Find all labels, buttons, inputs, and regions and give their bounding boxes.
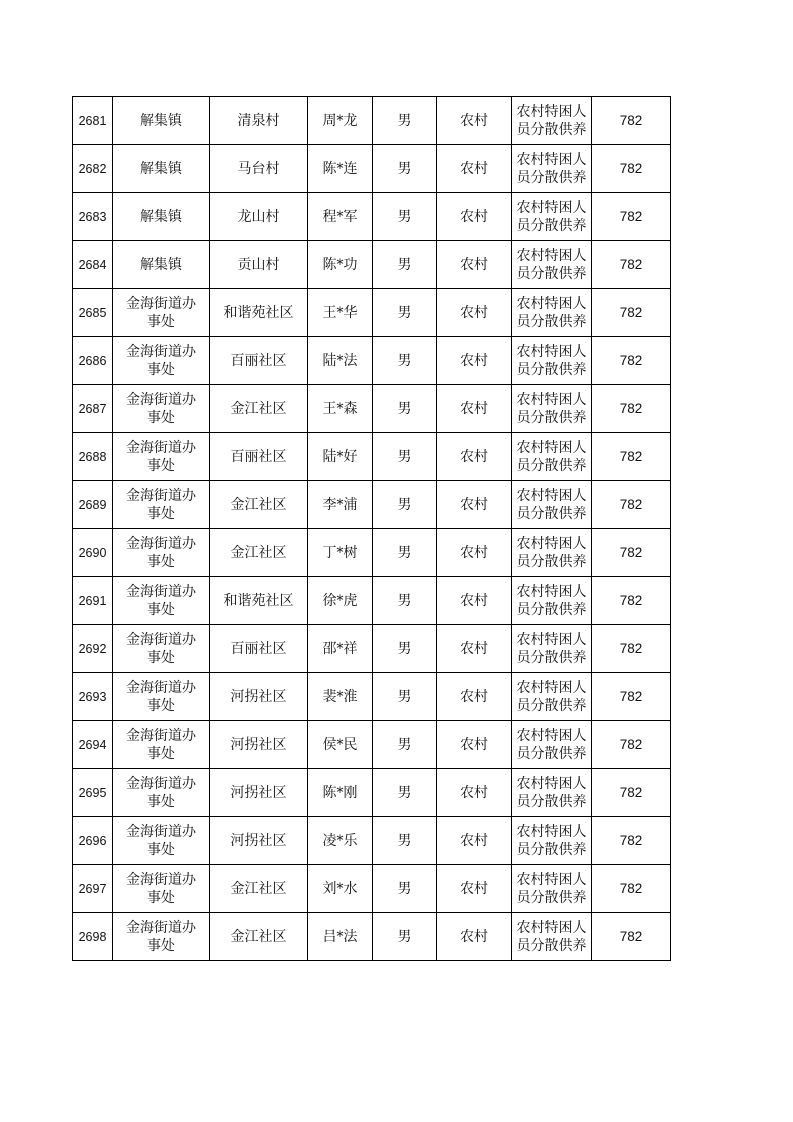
support-type-cell: 农村特困人员分散供养 (512, 625, 592, 673)
support-type-cell: 农村特困人员分散供养 (512, 97, 592, 145)
name-cell: 徐*虎 (308, 577, 373, 625)
town-cell: 金海街道办 事处 (113, 289, 210, 337)
beneficiary-table (72, 96, 671, 961)
area-cell: 农村 (437, 289, 512, 337)
row-number-cell: 2695 (73, 769, 113, 817)
table-row (73, 433, 671, 481)
name-cell: 李*浦 (308, 481, 373, 529)
gender-cell: 男 (373, 433, 437, 481)
town-cell: 解集镇 (113, 193, 210, 241)
village-cell: 金江社区 (210, 865, 308, 913)
row-number-cell: 2694 (73, 721, 113, 769)
village-cell: 金江社区 (210, 481, 308, 529)
town-cell: 金海街道办 事处 (113, 385, 210, 433)
gender-cell: 男 (373, 337, 437, 385)
area-cell: 农村 (437, 865, 512, 913)
village-cell: 百丽社区 (210, 433, 308, 481)
area-cell: 农村 (437, 385, 512, 433)
village-cell: 金江社区 (210, 529, 308, 577)
area-cell: 农村 (437, 481, 512, 529)
name-cell: 周*龙 (308, 97, 373, 145)
support-type-cell: 农村特困人员分散供养 (512, 529, 592, 577)
table-row (73, 529, 671, 577)
support-type-cell: 农村特困人员分散供养 (512, 289, 592, 337)
row-number-cell: 2698 (73, 913, 113, 961)
name-cell: 邵*祥 (308, 625, 373, 673)
amount-cell: 782 (592, 529, 671, 577)
name-cell: 程*军 (308, 193, 373, 241)
town-cell: 金海街道办 事处 (113, 433, 210, 481)
support-type-cell: 农村特困人员分散供养 (512, 721, 592, 769)
table-row (73, 481, 671, 529)
name-cell: 陈*功 (308, 241, 373, 289)
area-cell: 农村 (437, 145, 512, 193)
name-cell: 刘*水 (308, 865, 373, 913)
name-cell: 裴*淮 (308, 673, 373, 721)
amount-cell: 782 (592, 97, 671, 145)
table-row (73, 817, 671, 865)
table-row (73, 577, 671, 625)
support-type-cell: 农村特困人员分散供养 (512, 193, 592, 241)
support-type-cell: 农村特困人员分散供养 (512, 865, 592, 913)
amount-cell: 782 (592, 625, 671, 673)
name-cell: 凌*乐 (308, 817, 373, 865)
amount-cell: 782 (592, 673, 671, 721)
gender-cell: 男 (373, 145, 437, 193)
name-cell: 陆*好 (308, 433, 373, 481)
support-type-cell: 农村特困人员分散供养 (512, 241, 592, 289)
table-row (73, 97, 671, 145)
town-cell: 金海街道办 事处 (113, 721, 210, 769)
support-type-cell: 农村特困人员分散供养 (512, 145, 592, 193)
town-cell: 金海街道办 事处 (113, 625, 210, 673)
row-number-cell: 2685 (73, 289, 113, 337)
village-cell: 清泉村 (210, 97, 308, 145)
gender-cell: 男 (373, 193, 437, 241)
village-cell: 马台村 (210, 145, 308, 193)
table-row (73, 625, 671, 673)
town-cell: 金海街道办 事处 (113, 769, 210, 817)
area-cell: 农村 (437, 673, 512, 721)
gender-cell: 男 (373, 721, 437, 769)
gender-cell: 男 (373, 769, 437, 817)
row-number-cell: 2684 (73, 241, 113, 289)
village-cell: 和谐苑社区 (210, 289, 308, 337)
amount-cell: 782 (592, 865, 671, 913)
name-cell: 陆*法 (308, 337, 373, 385)
area-cell: 农村 (437, 817, 512, 865)
table-row (73, 385, 671, 433)
village-cell: 百丽社区 (210, 337, 308, 385)
row-number-cell: 2691 (73, 577, 113, 625)
area-cell: 农村 (437, 433, 512, 481)
gender-cell: 男 (373, 625, 437, 673)
village-cell: 河拐社区 (210, 769, 308, 817)
gender-cell: 男 (373, 673, 437, 721)
table-row (73, 913, 671, 961)
row-number-cell: 2693 (73, 673, 113, 721)
table-row (73, 721, 671, 769)
amount-cell: 782 (592, 817, 671, 865)
village-cell: 河拐社区 (210, 817, 308, 865)
village-cell: 河拐社区 (210, 673, 308, 721)
table-row (73, 241, 671, 289)
amount-cell: 782 (592, 241, 671, 289)
village-cell: 贡山村 (210, 241, 308, 289)
support-type-cell: 农村特困人员分散供养 (512, 769, 592, 817)
row-number-cell: 2689 (73, 481, 113, 529)
name-cell: 侯*民 (308, 721, 373, 769)
village-cell: 金江社区 (210, 913, 308, 961)
village-cell: 龙山村 (210, 193, 308, 241)
name-cell: 丁*树 (308, 529, 373, 577)
name-cell: 陈*刚 (308, 769, 373, 817)
gender-cell: 男 (373, 241, 437, 289)
gender-cell: 男 (373, 97, 437, 145)
support-type-cell: 农村特困人员分散供养 (512, 337, 592, 385)
town-cell: 金海街道办 事处 (113, 337, 210, 385)
row-number-cell: 2681 (73, 97, 113, 145)
support-type-cell: 农村特困人员分散供养 (512, 433, 592, 481)
support-type-cell: 农村特困人员分散供养 (512, 385, 592, 433)
table-row (73, 337, 671, 385)
gender-cell: 男 (373, 289, 437, 337)
amount-cell: 782 (592, 337, 671, 385)
amount-cell: 782 (592, 721, 671, 769)
name-cell: 陈*连 (308, 145, 373, 193)
name-cell: 王*森 (308, 385, 373, 433)
area-cell: 农村 (437, 337, 512, 385)
gender-cell: 男 (373, 577, 437, 625)
row-number-cell: 2688 (73, 433, 113, 481)
row-number-cell: 2690 (73, 529, 113, 577)
town-cell: 解集镇 (113, 241, 210, 289)
amount-cell: 782 (592, 145, 671, 193)
support-type-cell: 农村特困人员分散供养 (512, 913, 592, 961)
support-type-cell: 农村特困人员分散供养 (512, 673, 592, 721)
support-type-cell: 农村特困人员分散供养 (512, 577, 592, 625)
gender-cell: 男 (373, 529, 437, 577)
table-row (73, 769, 671, 817)
area-cell: 农村 (437, 529, 512, 577)
amount-cell: 782 (592, 769, 671, 817)
village-cell: 百丽社区 (210, 625, 308, 673)
area-cell: 农村 (437, 721, 512, 769)
amount-cell: 782 (592, 481, 671, 529)
table-body (73, 97, 671, 961)
town-cell: 金海街道办 事处 (113, 673, 210, 721)
area-cell: 农村 (437, 625, 512, 673)
row-number-cell: 2683 (73, 193, 113, 241)
table-row (73, 865, 671, 913)
row-number-cell: 2697 (73, 865, 113, 913)
gender-cell: 男 (373, 385, 437, 433)
gender-cell: 男 (373, 817, 437, 865)
amount-cell: 782 (592, 913, 671, 961)
town-cell: 金海街道办 事处 (113, 913, 210, 961)
area-cell: 农村 (437, 241, 512, 289)
town-cell: 金海街道办 事处 (113, 817, 210, 865)
amount-cell: 782 (592, 385, 671, 433)
row-number-cell: 2682 (73, 145, 113, 193)
village-cell: 和谐苑社区 (210, 577, 308, 625)
amount-cell: 782 (592, 433, 671, 481)
town-cell: 金海街道办 事处 (113, 529, 210, 577)
area-cell: 农村 (437, 913, 512, 961)
row-number-cell: 2687 (73, 385, 113, 433)
row-number-cell: 2686 (73, 337, 113, 385)
town-cell: 金海街道办 事处 (113, 865, 210, 913)
amount-cell: 782 (592, 193, 671, 241)
gender-cell: 男 (373, 865, 437, 913)
table-row (73, 289, 671, 337)
town-cell: 金海街道办 事处 (113, 577, 210, 625)
town-cell: 解集镇 (113, 97, 210, 145)
area-cell: 农村 (437, 769, 512, 817)
town-cell: 金海街道办 事处 (113, 481, 210, 529)
name-cell: 吕*法 (308, 913, 373, 961)
area-cell: 农村 (437, 193, 512, 241)
gender-cell: 男 (373, 481, 437, 529)
row-number-cell: 2696 (73, 817, 113, 865)
amount-cell: 782 (592, 289, 671, 337)
table-row (73, 145, 671, 193)
amount-cell: 782 (592, 577, 671, 625)
area-cell: 农村 (437, 97, 512, 145)
support-type-cell: 农村特困人员分散供养 (512, 481, 592, 529)
village-cell: 河拐社区 (210, 721, 308, 769)
row-number-cell: 2692 (73, 625, 113, 673)
village-cell: 金江社区 (210, 385, 308, 433)
area-cell: 农村 (437, 577, 512, 625)
table-row (73, 673, 671, 721)
gender-cell: 男 (373, 913, 437, 961)
support-type-cell: 农村特困人员分散供养 (512, 817, 592, 865)
name-cell: 王*华 (308, 289, 373, 337)
table-row (73, 193, 671, 241)
town-cell: 解集镇 (113, 145, 210, 193)
